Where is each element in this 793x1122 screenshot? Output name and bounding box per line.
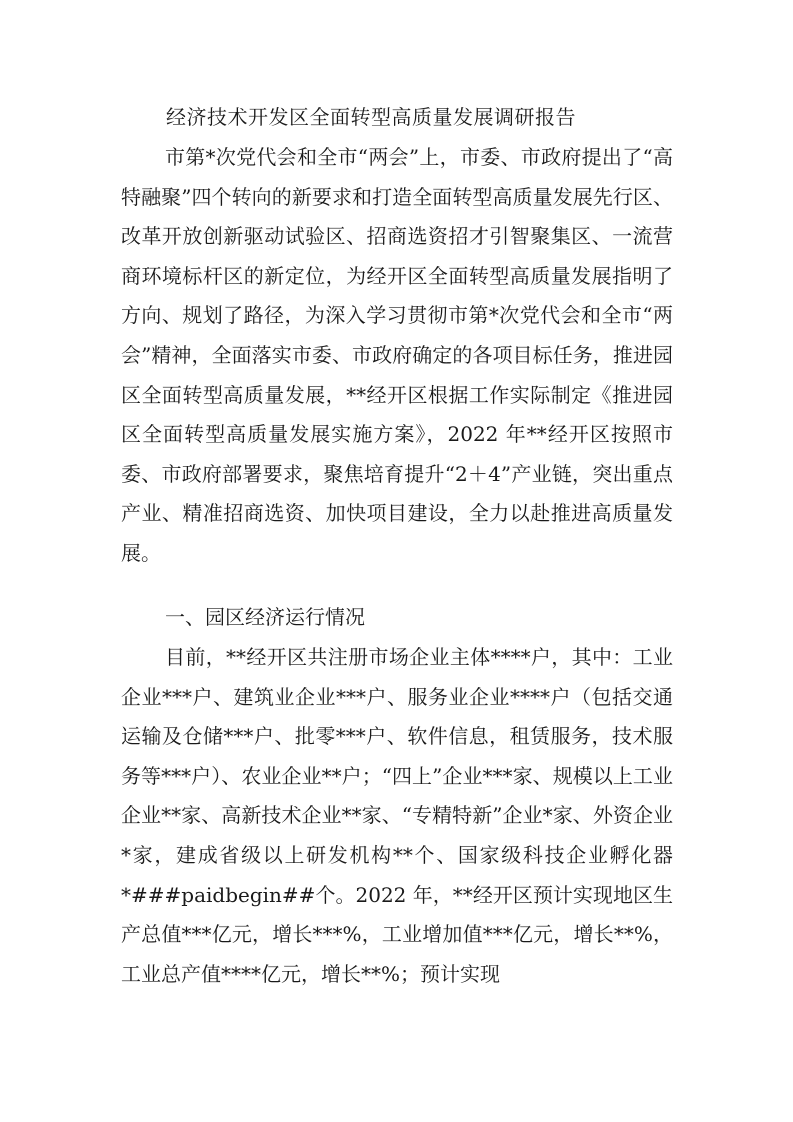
intro-paragraph: 市第*次党代会和全市“两会”上，市委、市政府提出了“高特融聚”四个转向的新要求和打造全面转型高质量发展先行区、改革开放创新驱动试验区、招商选资招才引智聚集区、一流营商环境标杆区的新定位，为经开区全面转型高质量发展指明了方向、规划了路径，为深入学习贯彻市第*次党代会和全市“两会”精神，全面落实市委、市政府确定的各项目标任务，推进园区全面转型高质量发展，**经开区根据工作实际制定《推进园区全面转型高质量发展实施方案》，2022 年**经开区按照市委、市政府部署要求，聚焦培育提升“2＋4”产业链，突出重点产业、精准招商选资、加快项目建设，全力以赴推进高质量发展。: [121, 145, 673, 565]
section-paragraph: 目前，**经开区共注册市场企业主体****户，其中：工业企业***户、建筑业企业***户、服务业企业****户（包括交通运输及仓储***户、批零***户、软件信息，租赁服务，技术服务等***户）、农业企业**户；“四上”企业***家、规模以上工业企业**家、高新技术企业**家、“专精特新”企业*家、外资企业*家，建成省级以上研发机构**个、国家级科技企业孵化器*###paidbegin##个。2022 年，**经开区预计实现地区生产总值***亿元，增长***%，工业增加值***亿元，增长**%，工业总产值****亿元，增长**%；预计实现: [121, 645, 673, 986]
document-title: 经济技术开发区全面转型高质量发展调研报告: [166, 105, 576, 129]
section-heading: 一、园区经济运行情况: [165, 605, 365, 629]
